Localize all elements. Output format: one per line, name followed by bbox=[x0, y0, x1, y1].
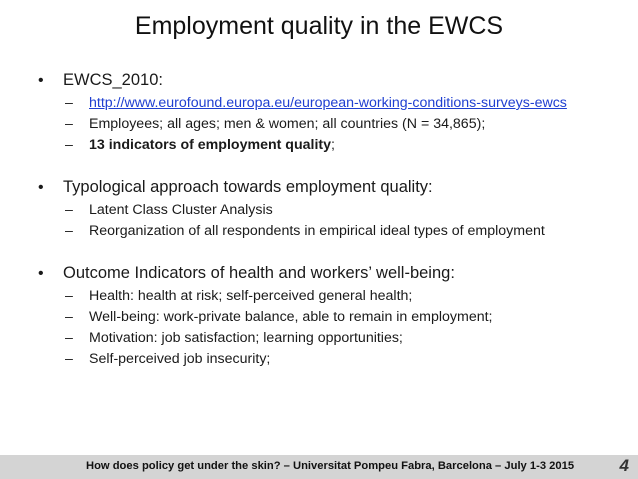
eurofound-link[interactable]: http://www.eurofound.europa.eu/european-working-conditions-surveys-ewcs bbox=[89, 95, 567, 111]
sub-list bbox=[65, 288, 618, 368]
slide-title: Employment quality in the EWCS bbox=[134, 12, 504, 40]
footer-text: How does policy get under the skin? – Universitat Pompeu Fabra, Barcelona – July 1-3 2015 bbox=[86, 460, 575, 472]
sub-item bbox=[65, 223, 618, 240]
sub-list bbox=[65, 95, 618, 154]
bullet-text: EWCS_2010: bbox=[63, 71, 163, 89]
page-number: 4 bbox=[619, 456, 629, 475]
bullet-dot: • bbox=[38, 72, 44, 89]
slide-content bbox=[38, 70, 618, 372]
sub-dash: – bbox=[65, 137, 73, 153]
sub-item-text: Latent Class Cluster Analysis bbox=[89, 202, 273, 218]
sub-item bbox=[65, 137, 618, 154]
footer-bar bbox=[0, 455, 638, 479]
bullet-outcome-indicators bbox=[38, 263, 618, 284]
bullet-text: Typological approach towards employment quality: bbox=[63, 178, 433, 196]
sub-dash: – bbox=[65, 223, 73, 239]
sub-item-bold-text: 13 indicators of employment quality bbox=[89, 137, 332, 153]
sub-item bbox=[65, 288, 618, 305]
sub-item-text: Reorganization of all respondents in empirical ideal types of employment bbox=[89, 223, 545, 239]
sub-item-text: Employees; all ages; men & women; all countries (N = 34,865); bbox=[89, 116, 486, 132]
sub-dash: – bbox=[65, 309, 73, 325]
sub-dash: – bbox=[65, 95, 73, 111]
sub-item bbox=[65, 309, 618, 326]
sub-item-text: Self-perceived job insecurity; bbox=[89, 351, 271, 367]
sub-dash: – bbox=[65, 116, 73, 132]
bullet-text: Outcome Indicators of health and workers’ well-being: bbox=[63, 264, 455, 282]
sub-item bbox=[65, 351, 618, 368]
sub-dash: – bbox=[65, 202, 73, 218]
bullet-dot: • bbox=[38, 265, 44, 282]
sub-item-link bbox=[65, 95, 618, 112]
sub-item-tail: ; bbox=[331, 137, 335, 153]
sub-item bbox=[65, 116, 618, 133]
sub-dash: – bbox=[65, 330, 73, 346]
sub-item-text: Health: health at risk; self-perceived general health; bbox=[89, 288, 413, 304]
bullet-dot: • bbox=[38, 179, 44, 196]
bullet-typological-approach bbox=[38, 177, 618, 198]
sub-item-text: Well-being: work-private balance, able to remain in employment; bbox=[89, 309, 493, 325]
bullet-ewcs-2010 bbox=[38, 70, 618, 91]
sub-item bbox=[65, 202, 618, 219]
sub-item-text: Motivation: job satisfaction; learning opportunities; bbox=[89, 330, 403, 346]
sub-list bbox=[65, 202, 618, 240]
sub-dash: – bbox=[65, 351, 73, 367]
sub-item bbox=[65, 330, 618, 347]
sub-dash: – bbox=[65, 288, 73, 304]
